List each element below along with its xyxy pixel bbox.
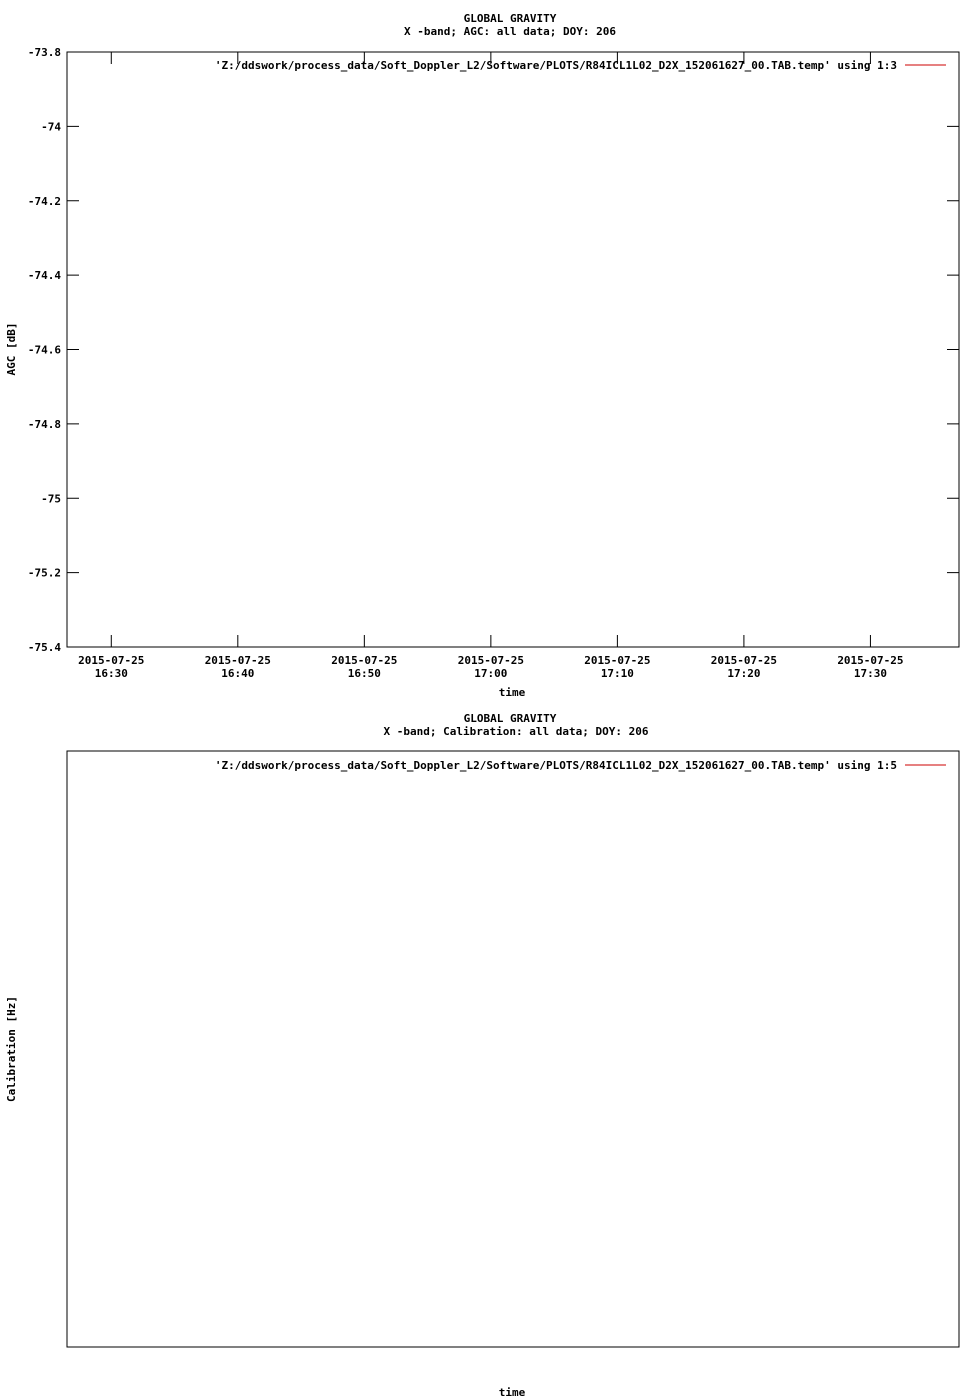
x-tick-label-time: 16:30 — [94, 667, 128, 680]
agc-chart — [5, 12, 959, 699]
x-axis-label: time — [498, 686, 526, 699]
x-tick-label-time: 17:30 — [853, 667, 887, 680]
x-tick-label-date: 2015-07-25 — [204, 654, 271, 667]
x-tick-label-date: 2015-07-25 — [837, 654, 904, 667]
y-tick-label: -74.2 — [27, 194, 61, 208]
x-tick-label-time: 17:00 — [474, 667, 508, 680]
chart-title: GLOBAL GRAVITY — [463, 12, 557, 25]
y-tick-label: -75.4 — [27, 641, 61, 654]
x-tick-label-date: 2015-07-25 — [710, 654, 778, 667]
x-tick-label-date: 2015-07-25 — [331, 654, 398, 667]
calibration-chart — [5, 712, 959, 1399]
y-tick-label: -73.8 — [27, 46, 61, 59]
y-tick-label: -74.8 — [27, 417, 61, 431]
x-axis-label: time — [498, 1386, 526, 1399]
y-tick-label: -74 — [41, 120, 61, 134]
plot-frame — [67, 751, 959, 1347]
chart-subtitle: X -band; AGC: all data; DOY: 206 — [404, 25, 616, 38]
y-axis-label: AGC [dB] — [5, 322, 18, 376]
x-tick-label-time: 16:50 — [347, 667, 381, 680]
x-tick-label-date: 2015-07-25 — [78, 654, 145, 667]
legend-label: 'Z:/ddswork/process_data/Soft_Doppler_L2/Software/PLOTS/R84ICL1L02_D2X_152061627_00.TAB.temp' using 1:5 — [214, 759, 897, 772]
plot-frame — [67, 52, 959, 647]
x-tick-label-time: 17:20 — [727, 667, 761, 680]
y-ticks — [28, 46, 959, 654]
x-tick-label-time: 17:10 — [600, 667, 634, 680]
y-tick-label: -75 — [41, 492, 61, 506]
y-tick-label: -74.4 — [27, 269, 61, 283]
y-tick-label: -74.6 — [27, 343, 61, 357]
legend-label: 'Z:/ddswork/process_data/Soft_Doppler_L2/Software/PLOTS/R84ICL1L02_D2X_152061627_00.TAB.temp' using 1:3 — [214, 59, 897, 72]
y-tick-label: -75.2 — [27, 566, 61, 580]
x-ticks — [78, 52, 903, 680]
y-axis-label: Calibration [Hz] — [5, 996, 18, 1102]
x-tick-label-date: 2015-07-25 — [457, 654, 524, 667]
x-tick-label-date: 2015-07-25 — [584, 654, 651, 667]
chart-subtitle: X -band; Calibration: all data; DOY: 206 — [383, 725, 649, 738]
x-tick-label-time: 16:40 — [221, 667, 255, 680]
chart-title: GLOBAL GRAVITY — [463, 712, 557, 725]
